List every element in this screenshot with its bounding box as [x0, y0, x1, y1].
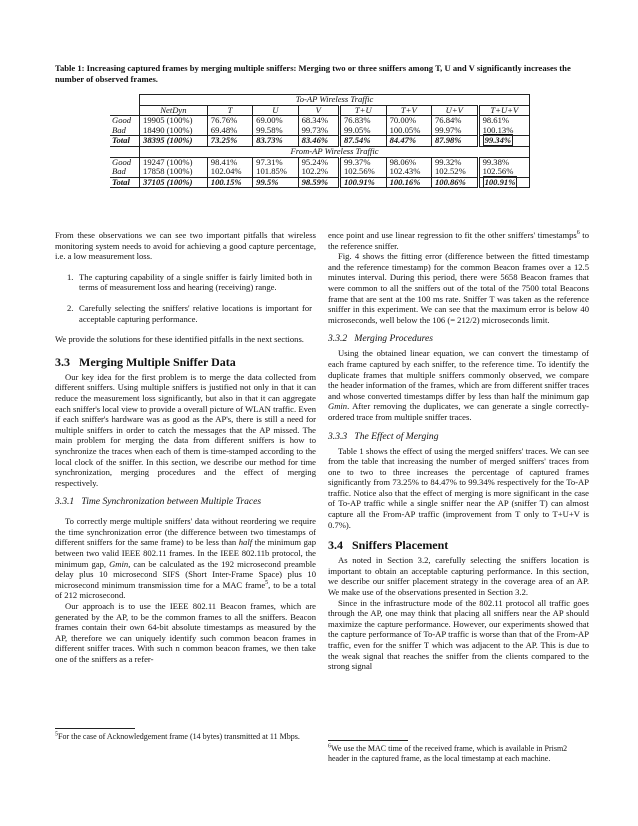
row-label: Total: [110, 136, 140, 147]
table-cell: 99.38%: [478, 157, 529, 167]
body-paragraph: Our key idea for the first problem is to merge the data collected from different sniffers. Using multiple sniffers is justified not only in that it can reduce the measurement loss significantly, but also in that it can aggregate each sniffer's local view to provide a overall picture of WLAN traffic. Even if each sniffer's hardware was as good as the AP's, there is still a need for multiple sniffers in order to catch the messages that the AP missed. The main problem for merging the data from different sniffers is how to synchronize the traces when each of them is time-stamped according to the local clock of the sniffer. In this section, we describe our method for time synchronization, merging procedures and the effect of merging respectively.: [55, 371, 316, 488]
header-tuv: T+U+V: [478, 105, 529, 116]
table-cell: 98.59%: [298, 177, 339, 188]
gmin-symbol: Gmin: [328, 401, 348, 412]
table-cell: 69.48%: [207, 126, 252, 136]
footnote-rule: [328, 740, 408, 741]
table-cell: 83.46%: [298, 136, 339, 147]
table-cell: 102.04%: [207, 167, 252, 177]
results-table: [110, 94, 530, 188]
table-cell: 102.52%: [431, 167, 478, 177]
subsection-heading: [328, 431, 589, 443]
footnote-5: $^5$For the case of Acknowledgement frame (14 bytes) transmitted at 11 Mbps.: [55, 731, 300, 741]
table-cell: 98.41%: [207, 157, 252, 167]
table-cell: 17858 (100%): [140, 167, 208, 177]
list-item: [55, 272, 316, 293]
table-row: [110, 136, 530, 147]
list-text: Carefully selecting the sniffers' relative locations is important for acceptable capturing performance.: [79, 302, 312, 324]
solutions-paragraph: We provide the solutions for these identified pitfalls in the next sections.: [55, 334, 304, 345]
footnote-6: $^6$We use the MAC time of the received frame, which is available in Prism2 header in the captured frame, as the local timestamp at each machine.: [328, 743, 568, 763]
header-tv: T+V: [386, 105, 431, 116]
pitfall-list: [55, 272, 316, 324]
table-cell: 99.32%: [431, 157, 478, 167]
from-ap-title-row: [110, 146, 530, 157]
table-cell: 68.34%: [298, 116, 339, 126]
subsection-title: The Effect of Merging: [354, 430, 439, 442]
table-cell: 99.05%: [339, 126, 386, 136]
subsection-number: 3.3.2: [328, 333, 348, 345]
footnote-mark: 6: [576, 230, 580, 237]
header-uv: U+V: [431, 105, 478, 116]
table-cell: 69.00%: [253, 116, 298, 126]
table-row: [110, 177, 530, 188]
table-cell: 100.15%: [207, 177, 252, 188]
table-cell: 38395 (100%): [140, 136, 208, 147]
section-heading: [328, 538, 589, 552]
list-text: The capturing capability of a single sniffer is fairly limited both in terms of measurement loss and hearing (receiving) range.: [79, 271, 312, 293]
footnote-rule: [55, 728, 135, 729]
row-label: Bad: [112, 124, 126, 135]
intro-paragraph: From these observations we can see two important pitfalls that wireless monitoring system needs to avoid for achieving a good capture percentage, i.e. a low measurement loss.: [55, 230, 316, 262]
table-cell: 76.83%: [339, 116, 386, 126]
table-cell: 102.43%: [386, 167, 431, 177]
body-paragraph: ence point and use linear regression to fit the other sniffers' timestamps$^6$ to the reference sniffer.: [328, 230, 589, 251]
header-t: T: [207, 105, 252, 116]
header-v: V: [298, 105, 339, 116]
header-u: U: [253, 105, 298, 116]
right-column: [328, 230, 589, 672]
section-heading: [55, 355, 316, 369]
body-paragraph: Using the obtained linear equation, we can convert the timestamp of each frame captured by each sniffer, to the reference time. To identify the duplicate frames that multiple sniffers commonly observed, we compare the header information of the frames, which are from different sniffer traces and whose converted timestamps differ by less than half the minimum gap Gmin. After removing the duplicates, we can generate a single correctly-ordered trace from multiple sniffer traces.: [328, 348, 589, 422]
row-label: Bad: [112, 166, 126, 177]
body-paragraph: Fig. 4 shows the fitting error (difference between the fitted timestamp and the reference timestamp) for the common Beacon frames over a 12.5 minutes interval. During this period, there were 5658 Beacon frames that were common to all the sniffers out of the total of the 7500 total Beacons frame that are sent at the 100 ms rate. Sniffer T was taken as the reference sniffer in this experiment. We can see that the maximum error is below 40 microseconds, well below the 106 (= 212/2) microseconds limit.: [328, 251, 589, 325]
body-paragraph: To correctly merge multiple sniffers' data without reordering we require the time synchronization error (the difference between two timestamps of different sniffers for the same frame) to be less than half the minimum gap between two valid IEEE 802.11 frames. In the IEEE 802.11b protocol, the minimum gap, Gmin, can be calculated as the 192 microsecond preamble delay plus 10 microsecond SIFS (Short Inter-Frame Space) plus 10 microsecond minimum transmission time for a MAC frame$^5$, to be a total of 212 microsecond.: [55, 516, 316, 601]
boxed-value: 99.34%: [484, 135, 512, 146]
list-number: 2.: [67, 302, 74, 313]
subsection-title: Merging Procedures: [354, 333, 433, 345]
table-cell: 97.31%: [253, 157, 298, 167]
row-label: Good: [110, 157, 140, 167]
left-column: [55, 230, 316, 665]
subsection-number: 3.3.1: [55, 496, 75, 508]
table-cell: 99.5%: [253, 177, 298, 188]
table-cell: 102.56%: [478, 167, 529, 177]
list-item: [55, 303, 316, 324]
table-cell: 70.00%: [386, 116, 431, 126]
subsection-number: 3.3.3: [328, 430, 348, 442]
row-label: Total: [110, 177, 140, 188]
subsection-title: Time Synchronization between Multiple Traces: [81, 496, 262, 508]
table-cell: 19247 (100%): [140, 157, 208, 167]
table-cell: 99.58%: [253, 126, 298, 136]
table-row: [110, 126, 530, 136]
table-cell: 76.76%: [207, 116, 252, 126]
table-cell: 76.84%: [431, 116, 478, 126]
table-caption: Table 1: Increasing captured frames by merging multiple sniffers: Merging two or three sniffers among T, U and V significantly increases the number of observed frames.: [55, 63, 571, 84]
table-cell: 100.13%: [478, 126, 529, 136]
boxed-value: 100.91%: [484, 176, 516, 187]
table-cell: 99.73%: [298, 126, 339, 136]
gmin-symbol: Gmin: [109, 558, 129, 569]
table-cell: 100.05%: [386, 126, 431, 136]
table-cell: 83.73%: [253, 136, 298, 147]
section-title: Sniffers Placement: [352, 538, 449, 553]
table-cell: 18490 (100%): [140, 126, 208, 136]
header-netdyn: NetDyn: [140, 105, 208, 116]
table-cell: 102.2%: [298, 167, 339, 177]
to-ap-title: To-AP Wireless Traffic: [140, 95, 530, 106]
list-number: 1.: [67, 271, 74, 282]
table-cell: 100.16%: [386, 177, 431, 188]
header-row: [110, 105, 530, 116]
table-cell: 102.56%: [339, 167, 386, 177]
table-cell: 84.47%: [386, 136, 431, 147]
section-title: Merging Multiple Sniffer Data: [79, 354, 236, 369]
subsection-heading: [328, 333, 589, 345]
table-cell: 98.06%: [386, 157, 431, 167]
table-cell: 100.86%: [431, 177, 478, 188]
body-paragraph: Our approach is to use the IEEE 802.11 Beacon frames, which are generated by the AP, to be the common frames to all the sniffers. Beacon frames contain their own 64-bit absolute timestamps as measured by the AP, therefore we can uniquely identify such common beacon frames in different sniffer traces. With such n common beacon frames, we then take one of the sniffers as a refer-: [55, 601, 316, 664]
to-ap-rows: [110, 116, 530, 147]
header-tu: T+U: [339, 105, 386, 116]
footnote-mark: 5: [265, 579, 269, 586]
table-cell: 99.37%: [339, 157, 386, 167]
body-paragraph: Since in the infrastructure mode of the 802.11 protocol all traffic goes through the AP, one may think that placing all sniffers near the AP should maximize the capture performance. However, our experiments showed that the capture performance of To-AP traffic is worse than that of the From-AP traffic, even for the sniffer T which was adjacent to the AP. This is due to the weak signal that reaches the sniffer from the clients compared to the strong signal: [328, 597, 589, 672]
subsection-heading: [55, 496, 316, 508]
from-ap-rows: [110, 157, 530, 188]
body-paragraph: Table 1 shows the effect of using the merged sniffers' traces. We can see from the table that increasing the number of merged sniffers' traces from one to two to three increases the percentage of captured frames significantly from 73.25% to 84.47% to 99.34% respectively for the To-AP traffic. Notice also that the effect of merging is more significant in the case of To-AP traffic while a single sniffer near the AP (sniffer T) can almost capture all the From-AP traffic (improvement from T only to T+U+V is 0.7%).: [328, 445, 589, 530]
table-cell: 19905 (100%): [140, 116, 208, 126]
table-cell: 37105 (100%): [140, 177, 208, 188]
section-number: 3.3: [55, 354, 70, 369]
table-cell: 95.24%: [298, 157, 339, 167]
table-cell: 101.85%: [253, 167, 298, 177]
table-cell: 98.61%: [478, 116, 529, 126]
table-cell: [478, 136, 529, 147]
table-row: [110, 167, 530, 177]
row-label: Good: [110, 116, 140, 126]
table-cell: 99.97%: [431, 126, 478, 136]
table-cell: 87.54%: [339, 136, 386, 147]
section-number: 3.4: [328, 538, 343, 553]
table-cell: 87.98%: [431, 136, 478, 147]
table-cell: 73.25%: [207, 136, 252, 147]
body-paragraph: As noted in Section 3.2, carefully selecting the sniffers location is important to obtain an acceptable capturing performance. In this section, we describe our sniffer placement strategy in the coverage area of an AP. We make use of the observations presented in Section 3.2.: [328, 555, 589, 598]
table-cell: 100.91%: [339, 177, 386, 188]
to-ap-title-row: [110, 95, 530, 106]
from-ap-title: From-AP Wireless Traffic: [140, 146, 530, 157]
table-cell: [478, 177, 529, 188]
